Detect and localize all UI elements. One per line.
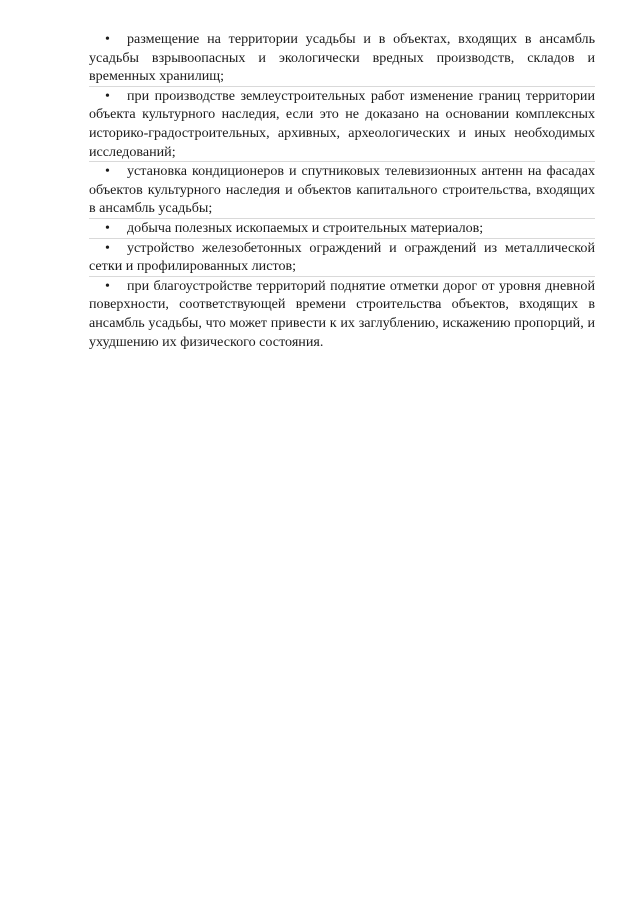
- list-item-text: при производстве землеустроительных работ изменение границ территории объекта культурного наследия, если это не доказано на основании комплексных историко-градостроительных, архивных, археологических и иных необходимых исследований;: [89, 87, 595, 160]
- list-item-text: устройство железобетонных ограждений и ограждений из металлической сетки и профилированных листов;: [89, 239, 595, 275]
- bullet-icon: •: [105, 219, 110, 236]
- list-item: [89, 238, 595, 276]
- list-item-text: при благоустройстве территорий поднятие отметки дорог от уровня дневной поверхности, соответствующей времени строительства объектов, входящих в ансамбль усадьбы, что может привести к их заглублению, искажению пропорций, и ухудшению их физического состояния.: [89, 277, 595, 350]
- list-item: [89, 30, 595, 86]
- bullet-icon: •: [105, 87, 110, 104]
- list-item-text: размещение на территории усадьбы и в объектах, входящих в ансамбль усадьбы взрывоопасных и экологически вредных производств, складов и временных хранилищ;: [89, 31, 595, 85]
- bullet-icon: •: [105, 277, 110, 294]
- list-item: [89, 218, 595, 238]
- list-item: [89, 161, 595, 218]
- list-item: [89, 86, 595, 161]
- bullet-icon: •: [105, 31, 110, 47]
- list-item-text: добыча полезных ископаемых и строительных материалов;: [127, 219, 484, 236]
- list-item-text: установка кондиционеров и спутниковых телевизионных антенн на фасадах объектов культурного наследия и объектов капитального строительства, входящих в ансамбль усадьбы;: [89, 163, 595, 217]
- bullet-list: [89, 30, 595, 351]
- bullet-icon: •: [105, 239, 110, 256]
- bullet-icon: •: [105, 163, 110, 180]
- list-item: [89, 276, 595, 351]
